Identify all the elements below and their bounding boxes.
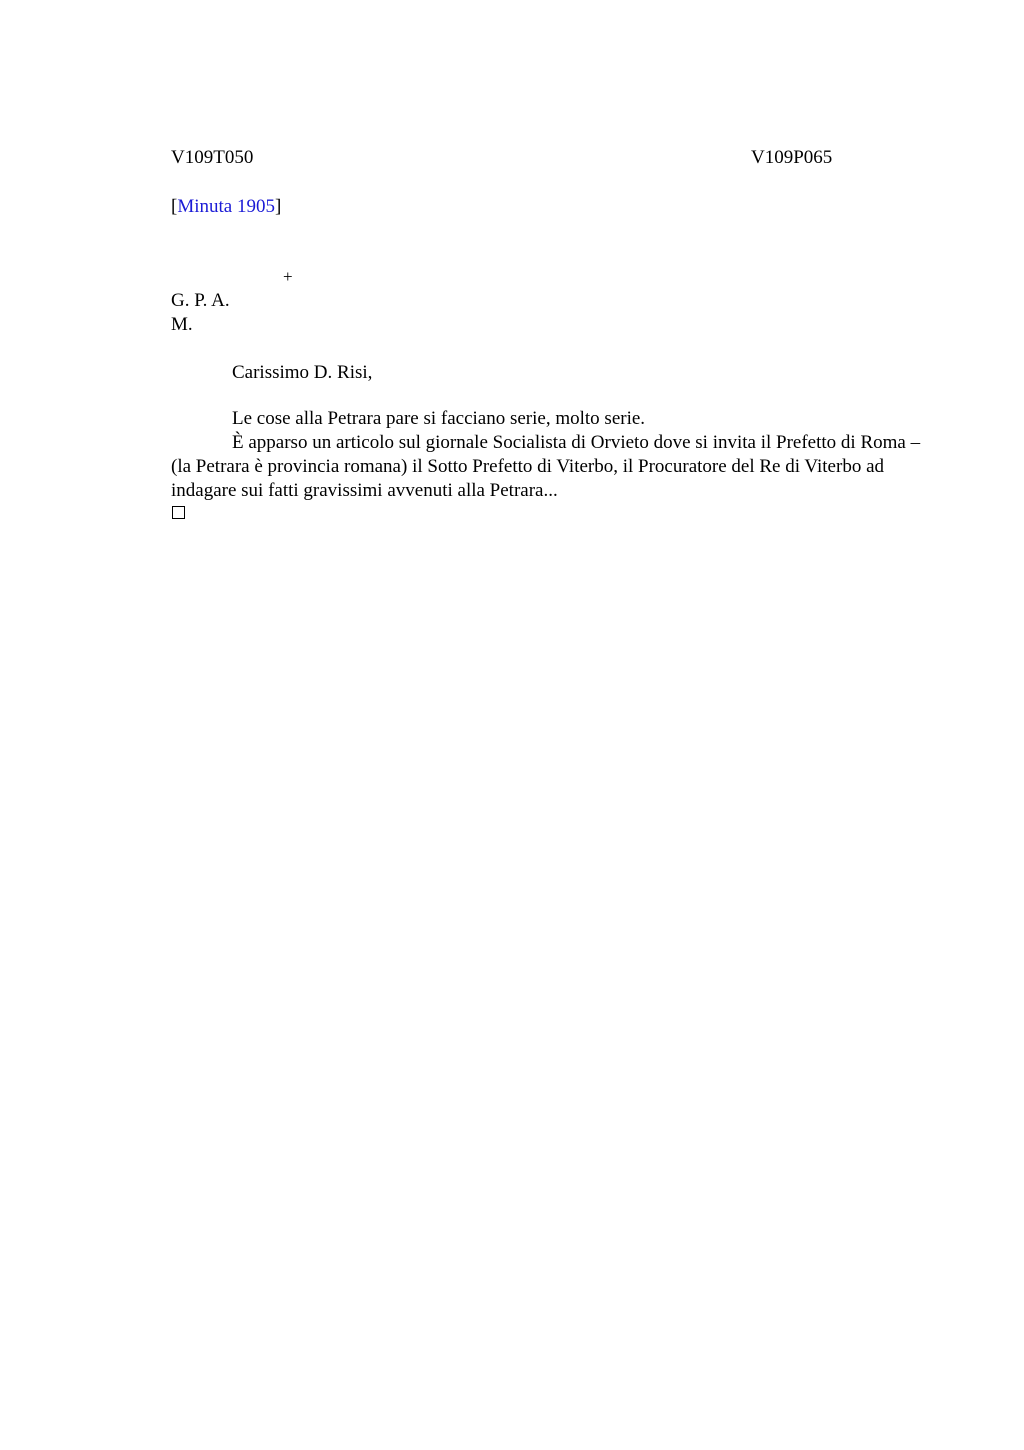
- letter-body: [171, 407, 931, 503]
- heading-initial-m: M.: [171, 314, 193, 335]
- reference-code-right: V109P065: [751, 147, 833, 168]
- letter-paragraph: È apparso un articolo sul giornale Socialista di Orvieto dove si invita il Prefetto di Roma – (la Petrara è provincia romana) il Sotto Prefetto di Viterbo, il Procuratore del Re di Viterbo ad indagare sui fatti gravissimi avvenuti alla Petrara...: [171, 432, 921, 501]
- reference-code-left: V109T050: [171, 147, 254, 168]
- end-marker-box: [172, 506, 185, 519]
- letter-paragraph: Le cose alla Petrara pare si facciano serie, molto serie.: [232, 408, 646, 429]
- dating-close-bracket: ]: [274, 196, 282, 217]
- dating-note: [171, 195, 281, 219]
- dating-open-bracket: [: [171, 196, 178, 217]
- letter-salutation: Carissimo D. Risi,: [232, 362, 373, 383]
- heading-initials: G. P. A.: [171, 290, 230, 311]
- cross-symbol: +: [283, 267, 293, 286]
- dating-label: Minuta 1905: [177, 196, 275, 217]
